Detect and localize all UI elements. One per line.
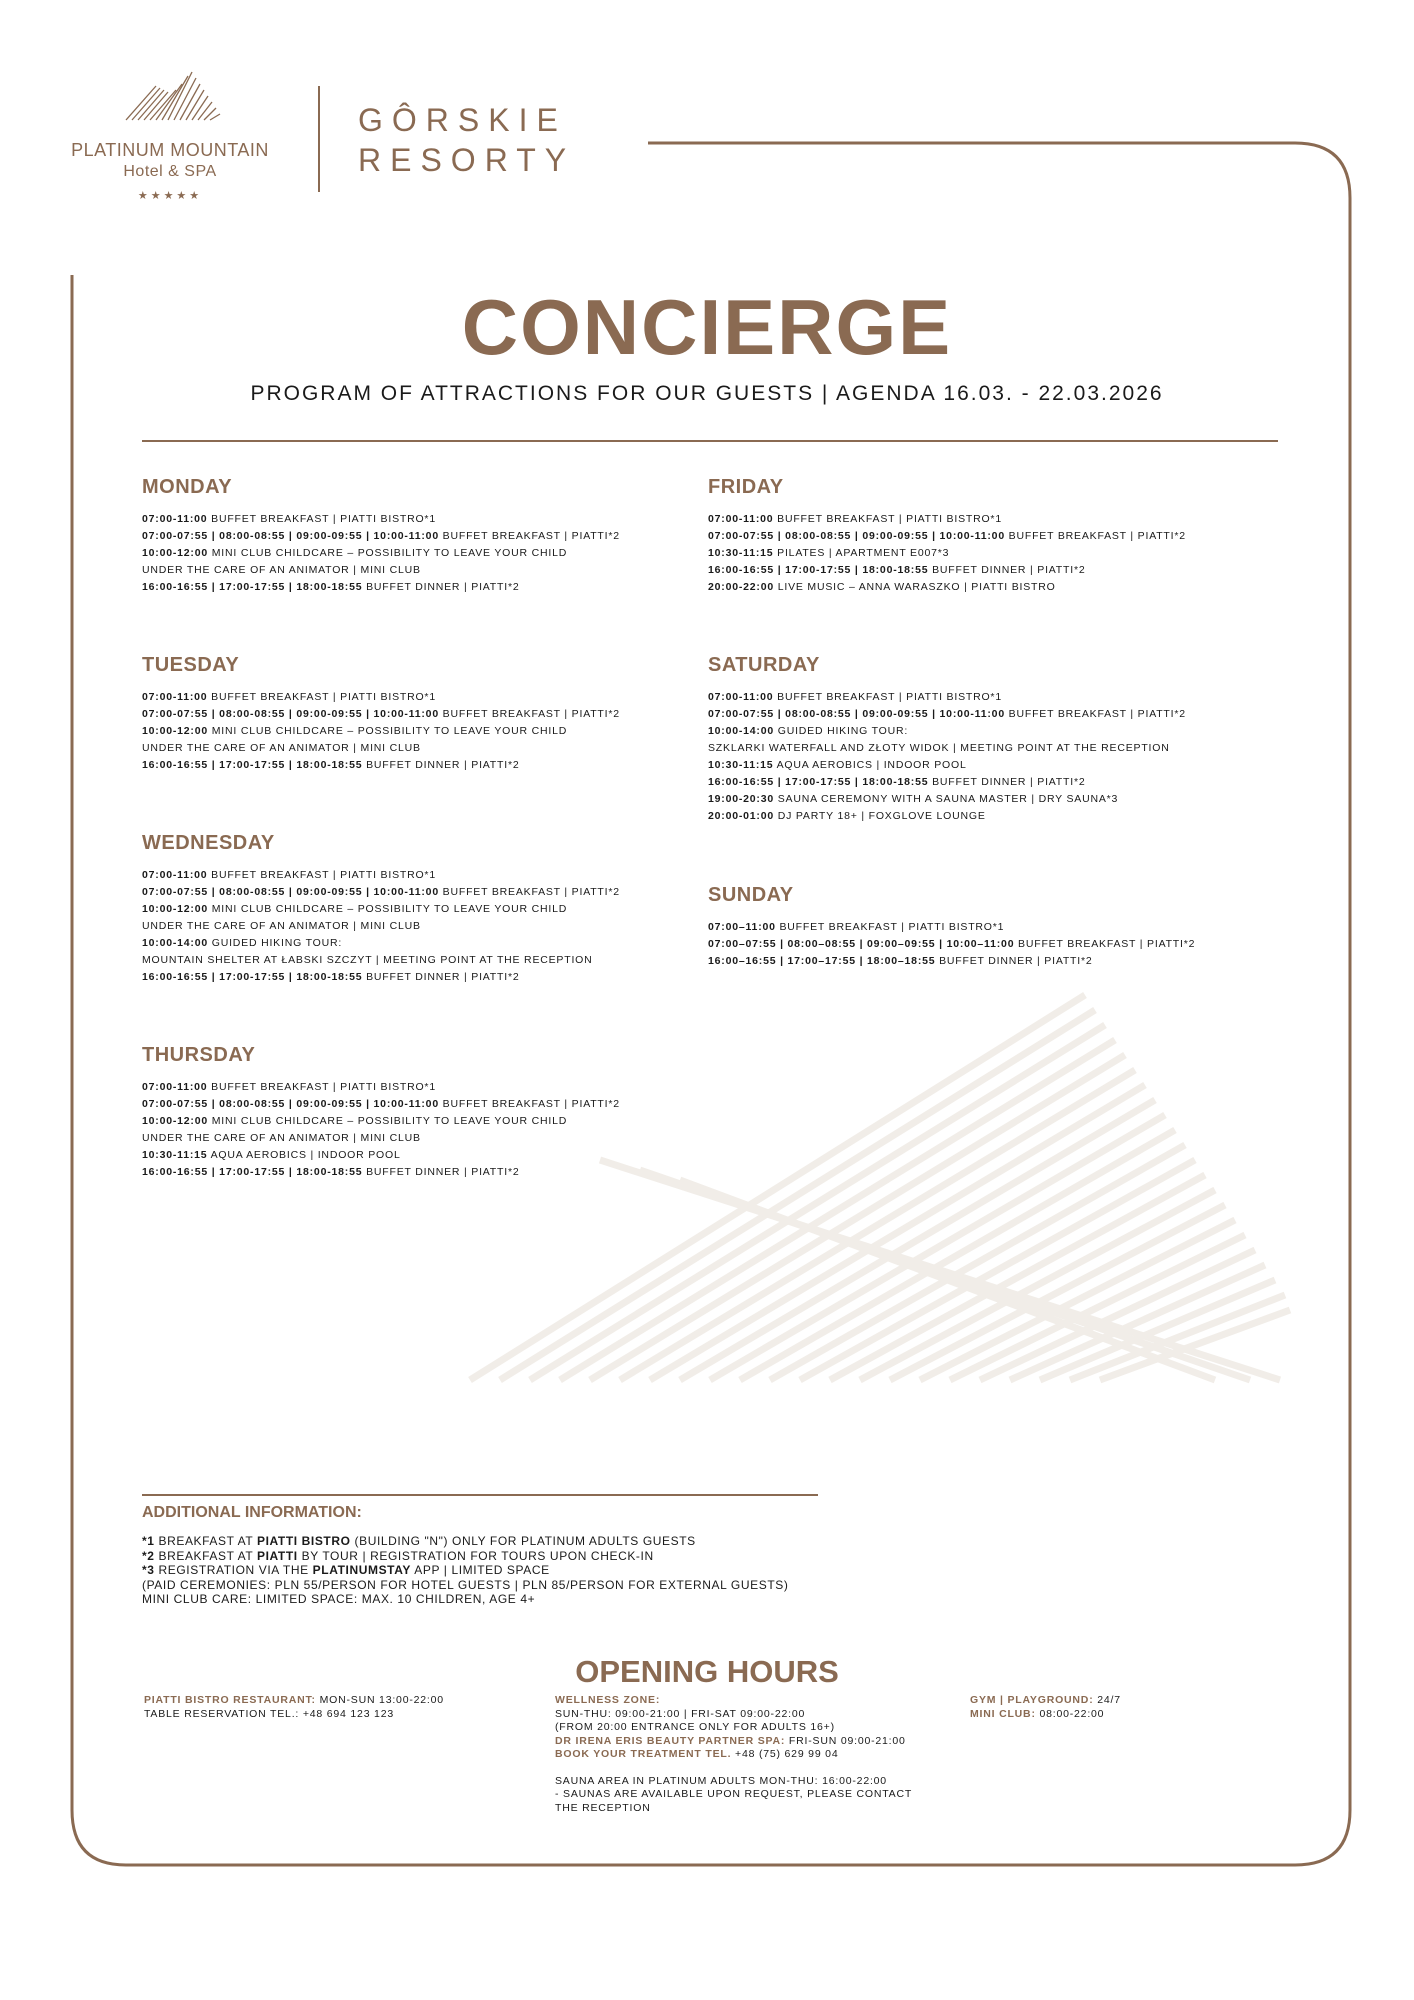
schedule-item: 16:00-16:55 | 17:00-17:55 | 18:00-18:55 BUFFET DINNER | PIATTI*2: [142, 1166, 520, 1178]
resorty-text: RESORTY: [358, 142, 576, 178]
schedule-item: 16:00-16:55 | 17:00-17:55 | 18:00-18:55 BUFFET DINNER | PIATTI*2: [708, 776, 1086, 788]
schedule-item: 07:00-07:55 | 08:00-08:55 | 09:00-09:55 | 10:00-11:00 BUFFET BREAKFAST | PIATTI*2: [708, 530, 1186, 542]
additional-divider: [142, 1494, 818, 1496]
schedule-item: 20:00-22:00 LIVE MUSIC – ANNA WARASZKO | PIATTI BISTRO: [708, 581, 1056, 593]
logo-divider: [318, 86, 320, 192]
schedule-item: 07:00-07:55 | 08:00-08:55 | 09:00-09:55 | 10:00-11:00 BUFFET BREAKFAST | PIATTI*2: [142, 1098, 620, 1110]
day-saturday: [708, 654, 1268, 825]
gorskie-text: GÔRSKIE: [358, 102, 567, 138]
opening-col-gym: GYM | PLAYGROUND: 24/7 MINI CLUB: 08:00-22:00: [970, 1694, 1121, 1720]
schedule-item: 07:00-11:00 BUFFET BREAKFAST | PIATTI BISTRO*1: [142, 691, 436, 703]
schedule-item: 10:30-11:15 AQUA AEROBICS | INDOOR POOL: [142, 1149, 401, 1161]
schedule-item: 07:00-11:00 BUFFET BREAKFAST | PIATTI BISTRO*1: [142, 869, 436, 881]
page-subtitle: PROGRAM OF ATTRACTIONS FOR OUR GUESTS | AGENDA 16.03. - 22.03.2026: [250, 382, 1164, 405]
schedule-item: 07:00-11:00 BUFFET BREAKFAST | PIATTI BISTRO*1: [142, 1081, 436, 1093]
day-friday: [708, 476, 1268, 596]
day-wednesday: [142, 832, 702, 986]
day-heading: SUNDAY: [708, 884, 794, 906]
day-heading: WEDNESDAY: [142, 832, 275, 854]
schedule-item: SZKLARKI WATERFALL AND ZŁOTY WIDOK | MEETING POINT AT THE RECEPTION: [708, 742, 1170, 754]
schedule-item: UNDER THE CARE OF AN ANIMATOR | MINI CLUB: [142, 920, 421, 932]
schedule-item: UNDER THE CARE OF AN ANIMATOR | MINI CLUB: [142, 1132, 421, 1144]
additional-title: ADDITIONAL INFORMATION:: [142, 1504, 362, 1521]
note-1: *1 BREAKFAST AT PIATTI BISTRO (BUILDING "N") ONLY FOR PLATINUM ADULTS GUESTS: [142, 1534, 696, 1548]
page-title: CONCIERGE: [461, 283, 953, 371]
schedule-item: 19:00-20:30 SAUNA CEREMONY WITH A SAUNA MASTER | DRY SAUNA*3: [708, 793, 1119, 805]
gorskie-resorty-logo: [358, 100, 575, 180]
schedule-item: UNDER THE CARE OF AN ANIMATOR | MINI CLUB: [142, 742, 421, 754]
day-sunday: [708, 884, 1268, 970]
day-monday: [142, 476, 702, 596]
schedule-item: 07:00-11:00 BUFFET BREAKFAST | PIATTI BISTRO*1: [708, 691, 1002, 703]
schedule-item: 07:00-07:55 | 08:00-08:55 | 09:00-09:55 | 10:00-11:00 BUFFET BREAKFAST | PIATTI*2: [142, 708, 620, 720]
schedule-item: MOUNTAIN SHELTER AT ŁABSKI SZCZYT | MEETING POINT AT THE RECEPTION: [142, 954, 593, 966]
day-heading: MONDAY: [142, 476, 233, 498]
schedule-item: UNDER THE CARE OF AN ANIMATOR | MINI CLUB: [142, 564, 421, 576]
schedule-item: 07:00-07:55 | 08:00-08:55 | 09:00-09:55 | 10:00-11:00 BUFFET BREAKFAST | PIATTI*2: [708, 708, 1186, 720]
schedule-item: 16:00-16:55 | 17:00-17:55 | 18:00-18:55 BUFFET DINNER | PIATTI*2: [142, 581, 520, 593]
schedule-item: 10:00-12:00 MINI CLUB CHILDCARE – POSSIBILITY TO LEAVE YOUR CHILD: [142, 547, 568, 559]
schedule-item: 16:00–16:55 | 17:00–17:55 | 18:00–18:55 BUFFET DINNER | PIATTI*2: [708, 955, 1093, 967]
schedule-item: 10:00-12:00 MINI CLUB CHILDCARE – POSSIBILITY TO LEAVE YOUR CHILD: [142, 725, 568, 737]
schedule-item: 07:00-11:00 BUFFET BREAKFAST | PIATTI BISTRO*1: [142, 513, 436, 525]
opening-col-wellness: WELLNESS ZONE: SUN-THU: 09:00-21:00 | FRI-SAT 09:00-22:00 (FROM 20:00 ENTRANCE ONLY FOR ADULTS 16+) DR IRENA ERIS BEAUTY PARTNER SPA: FRI-SUN 09:00-21:00 BOOK YOUR TREATMENT TEL. +48 (75) 629 99 04 SAUNA AREA IN PLATINUM ADULTS MON-THU: 16:00-22:00 - SAUNAS ARE AVAILABLE UPON REQUEST, PLEASE CONTACT THE RECEPTION: [555, 1694, 913, 1814]
note-3: *3 REGISTRATION VIA THE PLATINUMSTAY APP | LIMITED SPACE: [142, 1563, 550, 1577]
logo-stars: ★★★★★: [137, 190, 203, 202]
day-heading: SATURDAY: [708, 654, 820, 676]
schedule-item: 07:00-11:00 BUFFET BREAKFAST | PIATTI BISTRO*1: [708, 513, 1002, 525]
title-divider: [142, 440, 1278, 442]
schedule-item: 10:00-14:00 GUIDED HIKING TOUR:: [708, 725, 909, 737]
opening-hours-title: OPENING HOURS: [575, 1654, 839, 1689]
note-ceremonies: (PAID CEREMONIES: PLN 55/PERSON FOR HOTEL GUESTS | PLN 85/PERSON FOR EXTERNAL GUESTS): [142, 1577, 789, 1592]
day-tuesday: [142, 654, 702, 774]
day-heading: THURSDAY: [142, 1044, 256, 1066]
schedule-item: 10:30-11:15 AQUA AEROBICS | INDOOR POOL: [708, 759, 967, 771]
day-heading: TUESDAY: [142, 654, 240, 676]
schedule-item: 20:00-01:00 DJ PARTY 18+ | FOXGLOVE LOUNGE: [708, 810, 986, 822]
schedule-item: 10:00-14:00 GUIDED HIKING TOUR:: [142, 937, 343, 949]
schedule-item: 10:00-12:00 MINI CLUB CHILDCARE – POSSIBILITY TO LEAVE YOUR CHILD: [142, 903, 568, 915]
opening-col-restaurant: PIATTI BISTRO RESTAURANT: MON-SUN 13:00-22:00 TABLE RESERVATION TEL.: +48 694 123 123: [144, 1694, 444, 1720]
schedule-item: 10:00-12:00 MINI CLUB CHILDCARE – POSSIBILITY TO LEAVE YOUR CHILD: [142, 1115, 568, 1127]
day-heading: FRIDAY: [708, 476, 784, 498]
schedule-item: 07:00-07:55 | 08:00-08:55 | 09:00-09:55 | 10:00-11:00 BUFFET BREAKFAST | PIATTI*2: [142, 530, 620, 542]
platinum-mountain-logo: [60, 140, 280, 202]
schedule-item: 16:00-16:55 | 17:00-17:55 | 18:00-18:55 BUFFET DINNER | PIATTI*2: [142, 759, 520, 771]
note-2: *2 BREAKFAST AT PIATTI BY TOUR | REGISTRATION FOR TOURS UPON CHECK-IN: [142, 1548, 654, 1563]
schedule-item: 10:30-11:15 PILATES | APARTMENT E007*3: [708, 547, 950, 559]
note-mini-club: MINI CLUB CARE: LIMITED SPACE: MAX. 10 CHILDREN, AGE 4+: [142, 1592, 536, 1606]
schedule-item: 16:00-16:55 | 17:00-17:55 | 18:00-18:55 BUFFET DINNER | PIATTI*2: [708, 564, 1086, 576]
logo-name: PLATINUM MOUNTAIN: [71, 140, 269, 160]
schedule-item: 07:00–11:00 BUFFET BREAKFAST | PIATTI BISTRO*1: [708, 921, 1005, 933]
additional-notes: [142, 1534, 788, 1607]
mountain-logo-icon: [120, 68, 230, 124]
logo-subname: Hotel & SPA: [123, 163, 217, 180]
schedule-item: 07:00–07:55 | 08:00–08:55 | 09:00–09:55 | 10:00–11:00 BUFFET BREAKFAST | PIATTI*2: [708, 938, 1196, 950]
schedule-item: 16:00-16:55 | 17:00-17:55 | 18:00-18:55 BUFFET DINNER | PIATTI*2: [142, 971, 520, 983]
schedule-item: 07:00-07:55 | 08:00-08:55 | 09:00-09:55 | 10:00-11:00 BUFFET BREAKFAST | PIATTI*2: [142, 886, 620, 898]
day-thursday: [142, 1044, 702, 1181]
